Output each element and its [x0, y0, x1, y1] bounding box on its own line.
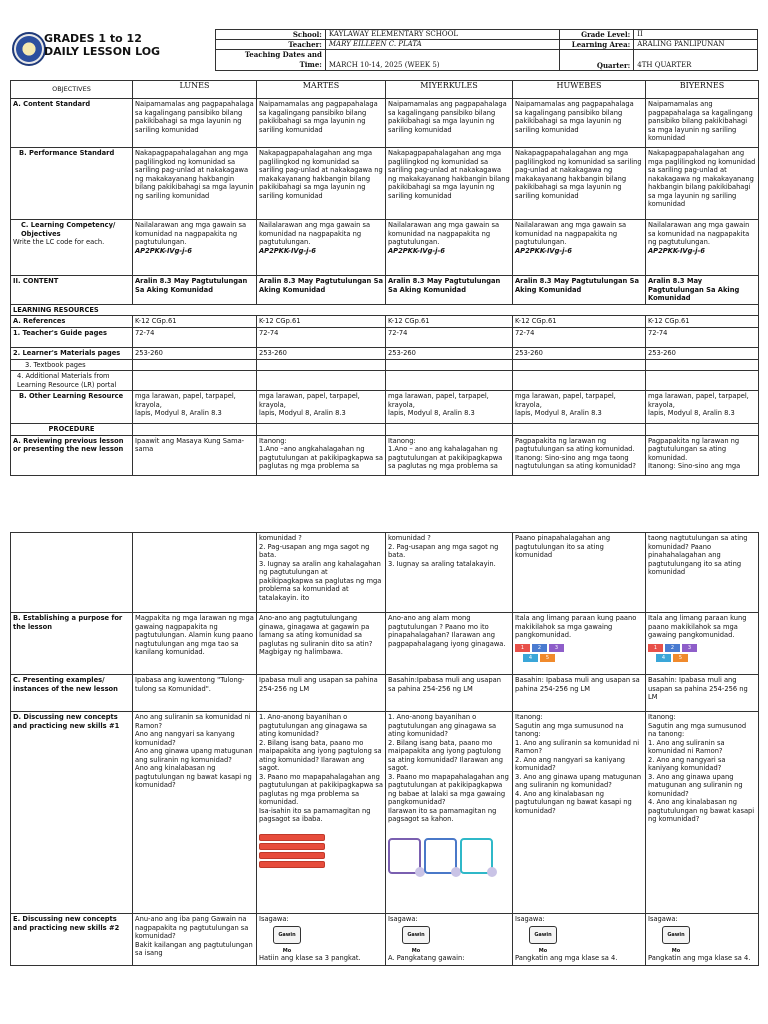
competency-code: AP2PKK-IVg-j-6	[135, 246, 192, 255]
table-row	[11, 435, 759, 475]
competency-text: Nailalarawan ang mga gawain sa komunidad na nagpapakita ng pagtutulungan.	[648, 221, 750, 246]
teaching-dates-label	[216, 50, 326, 71]
content-standard-label: A. Content Standard	[11, 99, 133, 148]
learners-materials-martes: 253-260	[257, 347, 386, 359]
title-line-2: DAILY LESSON LOG	[44, 45, 161, 58]
isagawa-label: Isagawa:	[259, 915, 289, 923]
empty-cell	[133, 533, 257, 613]
isagawa-label: Isagawa:	[388, 915, 418, 923]
empty-cell	[133, 359, 257, 371]
competency-martes	[257, 220, 386, 276]
competency-code: AP2PKK-IVg-j-6	[388, 246, 445, 255]
discussing1-miyerkules-text: 1. Ano-anong bayanihan o pagtutulungan ang ginagawa sa ating komunidad? 2. Bilang isang bata, paano mo maipapakita ang iyong pagtulong sa ating komunidad? Ilarawan ang sagot. 3. Paano mo mapapahalagahan ang pagtutulungan at pakikipagkapwa ng babae at lalaki sa mga gawaing pangkomunidad? Ilarawan ito sa pamamagitan ng pagsagot sa kahon.	[388, 713, 509, 823]
references-biyernes: K-12 CGp.61	[646, 316, 759, 328]
empty-cell	[646, 424, 759, 436]
numbered-steps-graphic	[648, 644, 708, 662]
answer-strips-graphic	[259, 834, 325, 868]
discussing2-miyerkules	[386, 914, 513, 966]
purpose-huwebes	[513, 613, 646, 675]
table-row	[11, 712, 759, 914]
discussing2-lunes: Anu-ano ang iba pang Gawain na nagpapakita ng pagtutulungan sa komunidad? Bakit kailangan ang pagtutulungan sa isang	[133, 914, 257, 966]
reviewing-cont-biyernes: taong nagtutulungan sa ating komunidad? Paano pinahahalagahan ang pagtutulungang ito sa ating komunidad	[646, 533, 759, 613]
step-chip: 5	[540, 654, 555, 662]
document-title	[44, 32, 214, 58]
content-martes: Aralin 8.3 May Pagtutulungan Sa Aking Komunidad	[257, 276, 386, 305]
empty-cell	[386, 359, 513, 371]
table-row	[11, 220, 759, 276]
content-standard-lunes: Naipamamalas ang pagpapahalaga sa kagalingang pansibiko bilang pakikibahagi sa mga layunin ng sariling komunidad	[133, 99, 257, 148]
purpose-martes: Ano-ano ang pagtutulungang ginawa, ginagawa at gagawin pa lamang sa ating komunidad sa paglutas ng suliranin dito sa atin? Magbigay ng halimbawa.	[257, 613, 386, 675]
empty-cell	[133, 424, 257, 436]
table-row	[11, 371, 759, 391]
table-row	[11, 533, 759, 613]
discussing1-lunes: Ano ang suliranin sa komunidad ni Ramon? Ano ang nangyari sa kanyang komunidad? Ano ang ginawa upang matugunan ang suliranin ng komunidad? Ano ang kinalabasan ng pagtutulungan ng bawat kasapi ng komunidad?	[133, 712, 257, 914]
table-row	[11, 347, 759, 359]
content-lunes: Aralin 8.3 May Pagtutulungan Sa Aking Komunidad	[133, 276, 257, 305]
discussing2-biyernes	[646, 914, 759, 966]
discussing1-label: D. Discussing new concepts and practicing new skills #1	[11, 712, 133, 914]
reviewing-label: A. Reviewing previous lesson or presenting the new lesson	[11, 435, 133, 475]
discussing2-biyernes-text: Pangkatin ang mga klase sa 4.	[648, 954, 751, 962]
grade-level-label: Grade Level:	[559, 30, 634, 40]
learners-materials-biyernes: 253-260	[646, 347, 759, 359]
performance-standard-martes: Nakapagpapahalagahan ang mga paglilingkod ng komunidad sa sariling pag-unlad at nakakagawa ng makakayanang hakbangin bilang pakikibahagi sa mga layunin ng sariling komunidad	[257, 148, 386, 220]
competency-text: Nailalarawan ang mga gawain sa komunidad na nagpapakita ng pagtutulungan.	[135, 221, 247, 246]
learners-materials-huwebes: 253-260	[513, 347, 646, 359]
gawin-mo-stamp: Gawin Mo	[402, 926, 430, 944]
answer-box	[388, 838, 421, 874]
day-header-row	[11, 81, 759, 99]
learning-resources-heading: LEARNING RESOURCES	[11, 304, 759, 316]
discussing1-martes-text: 1. Ano-anong bayanihan o pagtutulungan ang ginagawa sa ating komunidad? 2. Bilang isang bata, paano mo maipapakita ang iyong pagtulong sa ating komunidad? Ilarawan ang sagot. 3. Paano mo mapapahalagahan ang pagtutulungan at pakikipagkapwa sa paglutas ng mga problema sa komunidad. Isa-isahin ito sa pamamagitan ng pagsagot sa ibaba.	[259, 713, 383, 823]
table-row	[11, 276, 759, 305]
presenting-biyernes: Basahin: Ipabasa muli ang usapan sa pahina 254-256 ng LM	[646, 675, 759, 712]
additional-materials-label: 4. Additional Materials from Learning Resource (LR) portal	[11, 371, 133, 391]
purpose-miyerkules: Ano-ano ang alam mong pagtutulungan ? Paano mo ito pinapahalagahan? Ilarawan ang pagpapahalagang iyong ginagawa.	[386, 613, 513, 675]
content-standard-biyernes: Naipamamalas ang pagpapahalaga sa kagalingang pansibiko bilang pakikibahagi sa mga layunin ng sariling komunidad	[646, 99, 759, 148]
purpose-lunes: Magpakita ng mga larawan ng mga gawaing nagpapakita ng pagtutulungan. Alamin kung paano nagtutulungan ang mga tao sa kanilang komunidad.	[133, 613, 257, 675]
reviewing-martes: Itanong: 1.Ano –ano angkahalagahan ng pagtutulungan at pakikipagkapwa sa paglutas ng mga problema sa	[257, 435, 386, 475]
reviewing-miyerkules: Itanong: 1.Ano – ano ang kahalagahan ng pagtutulungan at pakikipagkapwa sa paglutas ng mga problema sa	[386, 435, 513, 475]
answer-box	[424, 838, 457, 874]
performance-standard-biyernes: Nakapagpapahalagahan ang mga paglilingkod ng komunidad sa sariling pag-unlad at nakakagawa ng makakayanang hakbangin bilang pakikibahagi sa mga layunin ng sariling komunidad	[646, 148, 759, 220]
grade-level-value: II	[634, 30, 758, 40]
numbered-steps-graphic	[515, 644, 575, 662]
performance-standard-miyerkules: Nakapagpapahalagahan ang mga paglilingkod ng komunidad sa sariling pag-unlad at nakakagawa ng makakayanang hakbangin bilang pakikibahagi sa mga layunin ng sariling komunidad	[386, 148, 513, 220]
references-label: A. References	[11, 316, 133, 328]
discussing1-huwebes: Itanong: Sagutin ang mga sumusunod na tanong: 1. Ano ang suliranin sa komunidad ni Ramon? 2. Ano ang nangyari sa kaniyang komunidad? 3. Ano ang ginawa upang matugunan ang suliranin ng komunidad? 4. Ano ang kinalabasan ng pagtutulungan ng bawat kasapi ng komunidad?	[513, 712, 646, 914]
teaching-dates-value: MARCH 10-14, 2025 (WEEK 5)	[325, 50, 559, 71]
gawin-mo-stamp: Gawin Mo	[662, 926, 690, 944]
content-label: II. CONTENT	[11, 276, 133, 305]
discussing2-martes-text: Hatiin ang klase sa 3 pangkat.	[259, 954, 361, 962]
competency-biyernes	[646, 220, 759, 276]
references-miyerkules: K-12 CGp.61	[386, 316, 513, 328]
references-lunes: K-12 CGp.61	[133, 316, 257, 328]
content-standard-martes: Naipamamalas ang pagpapahalaga sa kagalingang pansibiko bilang pakikibahagi sa mga layunin ng sariling komunidad	[257, 99, 386, 148]
answer-strip	[259, 852, 325, 859]
table-row	[11, 99, 759, 148]
day-huwebes: HUWEBES	[513, 81, 646, 99]
references-huwebes: K-12 CGp.61	[513, 316, 646, 328]
competency-huwebes	[513, 220, 646, 276]
step-chip: 2	[665, 644, 680, 652]
presenting-martes: Ipabasa muli ang usapan sa pahina 254-256 ng LM	[257, 675, 386, 712]
reviewing-cont-martes: komunidad ? 2. Pag-usapan ang mga sagot ng bata. 3. Iugnay sa aralin ang kahalagahan ng pagtutulungan at pakikipagkapwa sa paglutas ng mga problema sa komunidad at tatalakayin. ito	[257, 533, 386, 613]
day-miyerkules: MIYERKULES	[386, 81, 513, 99]
discussing2-huwebes	[513, 914, 646, 966]
purpose-huwebes-text: Itala ang limang paraan kung paano makikilahok sa mga gawaing pangkomunidad.	[515, 614, 637, 639]
teachers-guide-lunes: 72-74	[133, 327, 257, 347]
table-row	[11, 675, 759, 712]
answer-box	[460, 838, 493, 874]
reviewing-cont-huwebes: Paano pinapahalagahan ang pagtutulungan ito sa ating komunidad	[513, 533, 646, 613]
table-row	[11, 316, 759, 328]
presenting-huwebes: Basahin: Ipabasa muli ang usapan sa pahina 254-256 ng LM	[513, 675, 646, 712]
answer-strip	[259, 861, 325, 868]
step-chip: 4	[523, 654, 538, 662]
discussing2-miyerkules-text: A. Pangkatang gawain:	[388, 954, 465, 962]
quarter-label: Quarter:	[559, 50, 634, 71]
empty-cell	[513, 371, 646, 391]
gawin-mo-stamp: Gawin Mo	[273, 926, 301, 944]
other-resources-lunes: mga larawan, papel, tarpapel, krayola, lapis, Modyul 8, Aralin 8.3	[133, 391, 257, 424]
empty-cell	[257, 371, 386, 391]
other-resources-miyerkules: mga larawan, papel, tarpapel, krayola, lapis, Modyul 8, Aralin 8.3	[386, 391, 513, 424]
purpose-biyernes	[646, 613, 759, 675]
title-line-1: GRADES 1 to 12	[44, 32, 142, 45]
learners-materials-lunes: 253-260	[133, 347, 257, 359]
competency-text: Nailalarawan ang mga gawain sa komunidad na nagpapakita ng pagtutulungan.	[259, 221, 371, 246]
day-martes: MARTES	[257, 81, 386, 99]
teachers-guide-label: 1. Teacher's Guide pages	[11, 327, 133, 347]
competency-label-note: Write the LC code for each.	[13, 238, 105, 246]
competency-miyerkules	[386, 220, 513, 276]
step-chip: 1	[648, 644, 663, 652]
teacher-label: Teacher:	[216, 40, 326, 50]
reviewing-cont-miyerkules: komunidad ? 2. Pag-usapan ang mga sagot ng bata. 3. Iugnay sa araling tatalakayin.	[386, 533, 513, 613]
discussing2-label: E. Discussing new concepts and practicing new skills #2	[11, 914, 133, 966]
step-chip: 3	[682, 644, 697, 652]
competency-code: AP2PKK-IVg-j-6	[259, 246, 316, 255]
table-row	[11, 914, 759, 966]
step-chip: 5	[673, 654, 688, 662]
reviewing-biyernes: Pagpapakita ng larawan ng pagtutulungan sa ating komunidad. Itanong: Sino-sino ang mga	[646, 435, 759, 475]
table-row	[11, 359, 759, 371]
table-row	[11, 304, 759, 316]
other-resources-huwebes: mga larawan, papel, tarpapel, krayola, lapis, Modyul 8, Aralin 8.3	[513, 391, 646, 424]
teacher-value: MARY EILLEEN C. PLATA	[325, 40, 559, 50]
teachers-guide-martes: 72-74	[257, 327, 386, 347]
competency-label	[11, 220, 133, 276]
empty-cell	[513, 424, 646, 436]
reviewing-huwebes: Pagpapakita ng larawan ng pagtutulungan sa ating komunidad. Itanong: Sino-sino ang mga taong nagtutulungan sa ating komunidad?	[513, 435, 646, 475]
day-biyernes: BIYERNES	[646, 81, 759, 99]
answer-strip	[259, 843, 325, 850]
school-value: KAYLAWAY ELEMENTARY SCHOOL	[325, 30, 559, 40]
content-standard-huwebes: Naipamamalas ang pagpapahalaga sa kagalingang pansibiko bilang pakikibahagi sa mga layunin ng sariling komunidad	[513, 99, 646, 148]
school-label: School:	[216, 30, 326, 40]
teaching-dates-label-line1: Teaching Dates and	[244, 50, 322, 59]
discussing2-martes	[257, 914, 386, 966]
quarter-value: 4TH QUARTER	[634, 50, 758, 71]
discussing1-biyernes: Itanong: Sagutin ang mga sumusunod na tanong: 1. Ano ang suliranin sa komunidad ni Ramon? 2. Ano ang nangyari sa kaniyang komunidad? 3. Ano ang ginawa upang matugunan ang suliranin ng komunidad? 4. Ano ang kinalabasan ng pagtutulungan ng bawat kasapi ng komunidad?	[646, 712, 759, 914]
isagawa-label: Isagawa:	[648, 915, 678, 923]
empty-cell	[257, 424, 386, 436]
empty-cell	[257, 359, 386, 371]
content-standard-miyerkules: Naipamamalas ang pagpapahalaga sa kagalingang pansibiko bilang pakikibahagi sa mga layunin ng sariling komunidad	[386, 99, 513, 148]
competency-code: AP2PKK-IVg-j-6	[515, 246, 572, 255]
procedure-heading: PROCEDURE	[11, 424, 133, 436]
learners-materials-label: 2. Learner's Materials pages	[11, 347, 133, 359]
teachers-guide-huwebes: 72-74	[513, 327, 646, 347]
lesson-log-table-page1	[10, 80, 759, 476]
step-chip: 1	[515, 644, 530, 652]
competency-code: AP2PKK-IVg-j-6	[648, 246, 705, 255]
empty-cell	[646, 371, 759, 391]
competency-lunes	[133, 220, 257, 276]
performance-standard-label: B. Performance Standard	[11, 148, 133, 220]
empty-cell	[386, 424, 513, 436]
presenting-lunes: Ipabasa ang kuwentong "Tulong-tulong sa Komunidad".	[133, 675, 257, 712]
competency-text: Nailalarawan ang mga gawain sa komunidad na nagpapakita ng pagtutulungan.	[515, 221, 627, 246]
step-chip: 3	[549, 644, 564, 652]
table-row	[11, 148, 759, 220]
lesson-log-table-page2	[10, 532, 759, 966]
lesson-log-header	[10, 29, 758, 71]
deped-seal-logo	[12, 32, 46, 66]
gawin-mo-stamp: Gawin Mo	[529, 926, 557, 944]
content-miyerkules: Aralin 8.3 May Pagtutulungan Sa Aking Komunidad	[386, 276, 513, 305]
content-huwebes: Aralin 8.3 May Pagtutulungan Sa Aking Komunidad	[513, 276, 646, 305]
presenting-miyerkules: Basahin:Ipabasa muli ang usapan sa pahina 254-256 ng LM	[386, 675, 513, 712]
empty-cell	[11, 533, 133, 613]
content-biyernes: Aralin 8.3 May Pagtutulungan Sa Aking Komunidad	[646, 276, 759, 305]
table-row	[11, 424, 759, 436]
references-martes: K-12 CGp.61	[257, 316, 386, 328]
other-resources-label: B. Other Learning Resource	[11, 391, 133, 424]
competency-text: Nailalarawan ang mga gawain sa komunidad na nagpapakita ng pagtutulungan.	[388, 221, 500, 246]
step-chip: 2	[532, 644, 547, 652]
purpose-biyernes-text: Itala ang limang paraan kung paano makikilahok sa mga gawaing pangkomunidad.	[648, 614, 747, 639]
competency-label-main: C. Learning Competency/ Objectives	[21, 221, 116, 238]
empty-cell	[133, 371, 257, 391]
learning-area-value: ARALING PANLIPUNAN	[634, 40, 758, 50]
answer-strip	[259, 834, 325, 841]
empty-cell	[646, 359, 759, 371]
teachers-guide-miyerkules: 72-74	[386, 327, 513, 347]
empty-cell	[513, 359, 646, 371]
textbook-label: 3. Textbook pages	[11, 359, 133, 371]
discussing1-miyerkules	[386, 712, 513, 914]
day-lunes: LUNES	[133, 81, 257, 99]
teaching-dates-label-line2: Time:	[299, 60, 322, 69]
other-resources-martes: mga larawan, papel, tarpapel, krayola, lapis, Modyul 8, Aralin 8.3	[257, 391, 386, 424]
empty-cell	[386, 371, 513, 391]
teachers-guide-biyernes: 72-74	[646, 327, 759, 347]
table-row	[11, 613, 759, 675]
step-chip: 4	[656, 654, 671, 662]
other-resources-biyernes: mga larawan, papel, tarpapel, krayola, lapis, Modyul 8, Aralin 8.3	[646, 391, 759, 424]
table-row	[11, 391, 759, 424]
discussing2-huwebes-text: Pangkatin ang mga klase sa 4.	[515, 954, 618, 962]
reviewing-lunes: Ipaawit ang Masaya Kung Sama-sama	[133, 435, 257, 475]
table-row	[11, 327, 759, 347]
objectives-header: OBJECTIVES	[11, 81, 133, 99]
purpose-label: B. Establishing a purpose for the lesson	[11, 613, 133, 675]
answer-boxes-graphic	[388, 838, 510, 874]
discussing1-martes	[257, 712, 386, 914]
isagawa-label: Isagawa:	[515, 915, 545, 923]
learners-materials-miyerkules: 253-260	[386, 347, 513, 359]
performance-standard-huwebes: Nakapagpapahalagahan ang mga paglilingkod ng komunidad sa sariling pag-unlad at nakakagawa ng makakayanang hakbangin bilang pakikibahagi sa mga layunin ng sariling komunidad	[513, 148, 646, 220]
presenting-label: C. Presenting examples/ instances of the new lesson	[11, 675, 133, 712]
header-info-table	[215, 29, 758, 71]
performance-standard-lunes: Nakapagpapahalagahan ang mga paglilingkod ng komunidad sa sariling pag-unlad at nakakagawa ng makakayanang hakbangin bilang pakikibahagi sa mga layunin ng sariling komunidad	[133, 148, 257, 220]
learning-area-label: Learning Area:	[559, 40, 634, 50]
